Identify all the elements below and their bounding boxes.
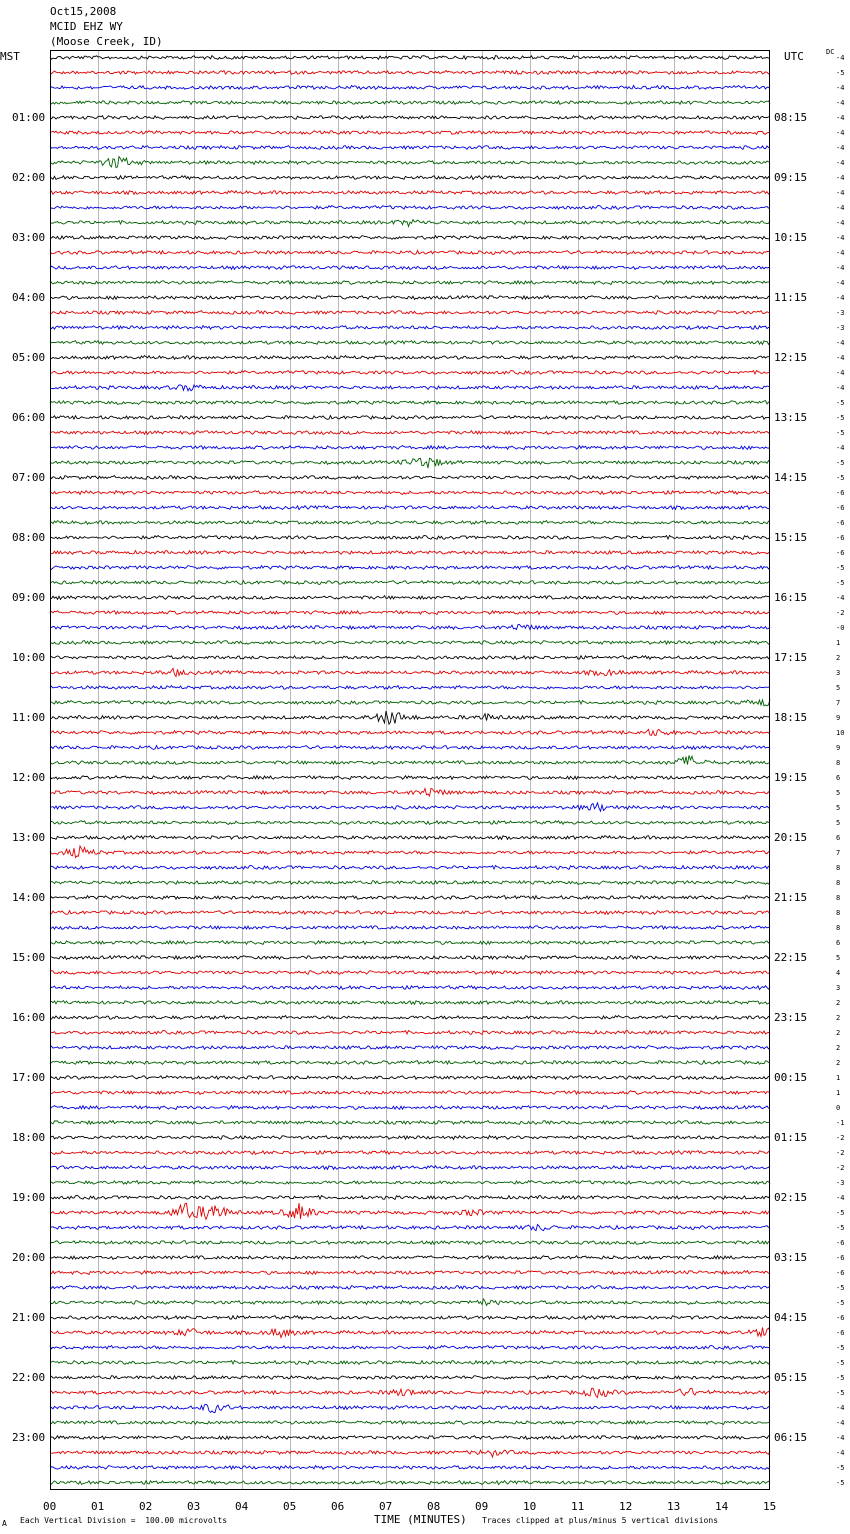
dc-offset-label: -4	[836, 1418, 845, 1427]
header-date: Oct15,2008	[50, 5, 117, 18]
dc-offset-label: -5	[836, 413, 845, 422]
plot-frame	[50, 50, 770, 1490]
dc-offset-label: 8	[836, 893, 841, 902]
dc-offset-label: 6	[836, 938, 841, 947]
dc-offset-label: -5	[836, 563, 845, 572]
dc-offset-label: 2	[836, 998, 841, 1007]
dc-offset-label: -4	[836, 53, 845, 62]
dc-offset-label: -4	[836, 293, 845, 302]
dc-offset-label: -4	[836, 263, 845, 272]
dc-offset-label: -4	[836, 368, 845, 377]
dc-offset-label: -2	[836, 1148, 845, 1157]
dc-offset-label: -5	[836, 428, 845, 437]
dc-offset-label: -6	[836, 488, 845, 497]
x-axis-title: TIME (MINUTES)	[374, 1513, 467, 1526]
dc-offset-label: -4	[836, 188, 845, 197]
x-tick-label: 11	[571, 1500, 585, 1513]
dc-offset-label: 3	[836, 983, 841, 992]
dc-offset-label: -4	[836, 1433, 845, 1442]
mst-hour-label: 04:00	[12, 290, 46, 304]
dc-offset-label: 5	[836, 788, 841, 797]
x-tick-label: 10	[523, 1500, 537, 1513]
utc-hour-label: 05:15	[774, 1370, 808, 1384]
mst-hour-label: 01:00	[12, 110, 46, 124]
dc-offset-label: -4	[836, 1403, 845, 1412]
dc-offset-label: -5	[836, 1223, 845, 1232]
dc-offset-label: -4	[836, 143, 845, 152]
utc-hour-label: 01:15	[774, 1130, 808, 1144]
x-tick-label: 07	[379, 1500, 393, 1513]
mst-hour-label: 10:00	[12, 650, 46, 664]
dc-offset-label: 2	[836, 1043, 841, 1052]
dc-offset-label: -6	[836, 1253, 845, 1262]
mst-axis-title: MST	[0, 50, 20, 63]
header-location: (Moose Creek, ID)	[50, 35, 163, 48]
dc-offset-label: -5	[836, 1478, 845, 1487]
dc-offset-label: -4	[836, 353, 845, 362]
dc-offset-label: 2	[836, 1058, 841, 1067]
mst-hour-label: 03:00	[12, 230, 46, 244]
dc-offset-label: 8	[836, 908, 841, 917]
dc-offset-label: -5	[836, 578, 845, 587]
x-tick-label: 13	[667, 1500, 681, 1513]
dc-offset-label: -2	[836, 1133, 845, 1142]
dc-offset-label: 5	[836, 683, 841, 692]
mst-hour-label: 21:00	[12, 1310, 46, 1324]
dc-offset-label: 1	[836, 1073, 841, 1082]
utc-hour-label: 21:15	[774, 890, 808, 904]
dc-offset-label: -4	[836, 128, 845, 137]
mst-hour-label: 05:00	[12, 350, 46, 364]
mst-hour-label: 23:00	[12, 1430, 46, 1444]
dc-offset-label: 6	[836, 773, 841, 782]
utc-hour-label: 18:15	[774, 710, 808, 724]
dc-offset-label: -4	[836, 173, 845, 182]
dc-offset-label: -5	[836, 1388, 845, 1397]
x-tick-label: 05	[283, 1500, 297, 1513]
dc-offset-label: -5	[836, 1373, 845, 1382]
utc-hour-label: 14:15	[774, 470, 808, 484]
dc-offset-label: 8	[836, 923, 841, 932]
mst-hour-label: 22:00	[12, 1370, 46, 1384]
utc-hour-label: 03:15	[774, 1250, 808, 1264]
mst-hour-label: 07:00	[12, 470, 46, 484]
dc-axis-title: DC	[826, 48, 835, 56]
dc-offset-label: -5	[836, 1298, 845, 1307]
dc-offset-label: 1	[836, 638, 841, 647]
mst-hour-label: 19:00	[12, 1190, 46, 1204]
dc-offset-label: -4	[836, 443, 845, 452]
dc-offset-label: -5	[836, 1283, 845, 1292]
utc-hour-label: 13:15	[774, 410, 808, 424]
x-tick-label: 03	[187, 1500, 201, 1513]
mst-hour-label: 09:00	[12, 590, 46, 604]
dc-offset-label: -5	[836, 1358, 845, 1367]
utc-hour-label: 16:15	[774, 590, 808, 604]
footer-scale: Each Vertical Division = 100.00 microvolts	[20, 1516, 228, 1525]
mst-hour-label: 08:00	[12, 530, 46, 544]
dc-offset-label: -4	[836, 233, 845, 242]
mst-hour-label: 15:00	[12, 950, 46, 964]
dc-offset-label: 6	[836, 833, 841, 842]
dc-offset-label: 10	[836, 728, 845, 737]
mst-hour-label: 13:00	[12, 830, 46, 844]
utc-hour-label: 08:15	[774, 110, 808, 124]
mst-hour-label: 17:00	[12, 1070, 46, 1084]
dc-offset-label: -6	[836, 1268, 845, 1277]
dc-offset-label: -5	[836, 1343, 845, 1352]
dc-offset-label: 7	[836, 848, 841, 857]
mst-hour-label: 18:00	[12, 1130, 46, 1144]
dc-offset-label: -6	[836, 1328, 845, 1337]
dc-offset-label: 8	[836, 878, 841, 887]
dc-offset-label: -4	[836, 1193, 845, 1202]
mst-hour-label: 11:00	[12, 710, 46, 724]
dc-offset-label: -4	[836, 1448, 845, 1457]
dc-offset-label: -6	[836, 548, 845, 557]
mst-hour-label: 14:00	[12, 890, 46, 904]
utc-hour-label: 22:15	[774, 950, 808, 964]
dc-offset-label: 1	[836, 1088, 841, 1097]
dc-offset-label: 7	[836, 698, 841, 707]
dc-offset-label: -3	[836, 323, 845, 332]
dc-offset-label: -5	[836, 68, 845, 77]
mst-hour-label: 20:00	[12, 1250, 46, 1264]
dc-offset-label: -5	[836, 458, 845, 467]
dc-offset-label: -5	[836, 1463, 845, 1472]
utc-hour-label: 11:15	[774, 290, 808, 304]
dc-offset-label: -2	[836, 608, 845, 617]
dc-offset-label: 2	[836, 653, 841, 662]
utc-hour-label: 02:15	[774, 1190, 808, 1204]
x-tick-label: 02	[139, 1500, 153, 1513]
dc-offset-label: -4	[836, 338, 845, 347]
header-station: MCID EHZ WY	[50, 20, 123, 33]
x-tick-label: 12	[619, 1500, 633, 1513]
dc-offset-label: -2	[836, 1163, 845, 1172]
x-tick-label: 08	[427, 1500, 441, 1513]
utc-hour-label: 09:15	[774, 170, 808, 184]
dc-offset-label: 5	[836, 803, 841, 812]
footer-corner: A	[2, 1519, 7, 1528]
x-tick-label: 09	[475, 1500, 489, 1513]
x-tick-label: 06	[331, 1500, 345, 1513]
dc-offset-label: -5	[836, 473, 845, 482]
footer-clip-note: Traces clipped at plus/minus 5 vertical divisions	[482, 1516, 719, 1525]
dc-offset-label: -1	[836, 1118, 845, 1127]
utc-hour-label: 00:15	[774, 1070, 808, 1084]
dc-offset-label: -6	[836, 518, 845, 527]
x-tick-label: 00	[43, 1500, 57, 1513]
dc-offset-label: -4	[836, 383, 845, 392]
utc-hour-label: 19:15	[774, 770, 808, 784]
mst-hour-label: 12:00	[12, 770, 46, 784]
x-tick-label: 14	[715, 1500, 729, 1513]
x-tick-label: 01	[91, 1500, 105, 1513]
dc-offset-label: 9	[836, 713, 841, 722]
utc-hour-label: 17:15	[774, 650, 808, 664]
mst-hour-label: 16:00	[12, 1010, 46, 1024]
dc-offset-label: 9	[836, 743, 841, 752]
dc-offset-label: -6	[836, 1238, 845, 1247]
dc-offset-label: 3	[836, 668, 841, 677]
dc-offset-label: 2	[836, 1013, 841, 1022]
dc-offset-label: -6	[836, 1313, 845, 1322]
dc-offset-label: -0	[836, 623, 845, 632]
dc-offset-label: -4	[836, 98, 845, 107]
utc-hour-label: 10:15	[774, 230, 808, 244]
dc-offset-label: -5	[836, 398, 845, 407]
dc-offset-label: 8	[836, 863, 841, 872]
dc-offset-label: -4	[836, 278, 845, 287]
dc-offset-label: 2	[836, 1028, 841, 1037]
dc-offset-label: -4	[836, 593, 845, 602]
dc-offset-label: -6	[836, 503, 845, 512]
dc-offset-label: -3	[836, 308, 845, 317]
dc-offset-label: 5	[836, 818, 841, 827]
utc-hour-label: 23:15	[774, 1010, 808, 1024]
dc-offset-label: -6	[836, 533, 845, 542]
x-tick-label: 04	[235, 1500, 249, 1513]
utc-hour-label: 04:15	[774, 1310, 808, 1324]
x-tick-label: 15	[763, 1500, 777, 1513]
utc-axis-title: UTC	[784, 50, 804, 63]
dc-offset-label: -3	[836, 1178, 845, 1187]
dc-offset-label: 8	[836, 758, 841, 767]
dc-offset-label: -4	[836, 158, 845, 167]
utc-hour-label: 06:15	[774, 1430, 808, 1444]
dc-offset-label: -5	[836, 1208, 845, 1217]
dc-offset-label: -4	[836, 203, 845, 212]
utc-hour-label: 12:15	[774, 350, 808, 364]
mst-hour-label: 06:00	[12, 410, 46, 424]
mst-hour-label: 02:00	[12, 170, 46, 184]
dc-offset-label: 0	[836, 1103, 841, 1112]
dc-offset-label: -4	[836, 83, 845, 92]
utc-hour-label: 15:15	[774, 530, 808, 544]
utc-hour-label: 20:15	[774, 830, 808, 844]
dc-offset-label: 4	[836, 968, 841, 977]
dc-offset-label: -4	[836, 218, 845, 227]
dc-offset-label: -4	[836, 113, 845, 122]
dc-offset-label: 5	[836, 953, 841, 962]
dc-offset-label: -4	[836, 248, 845, 257]
